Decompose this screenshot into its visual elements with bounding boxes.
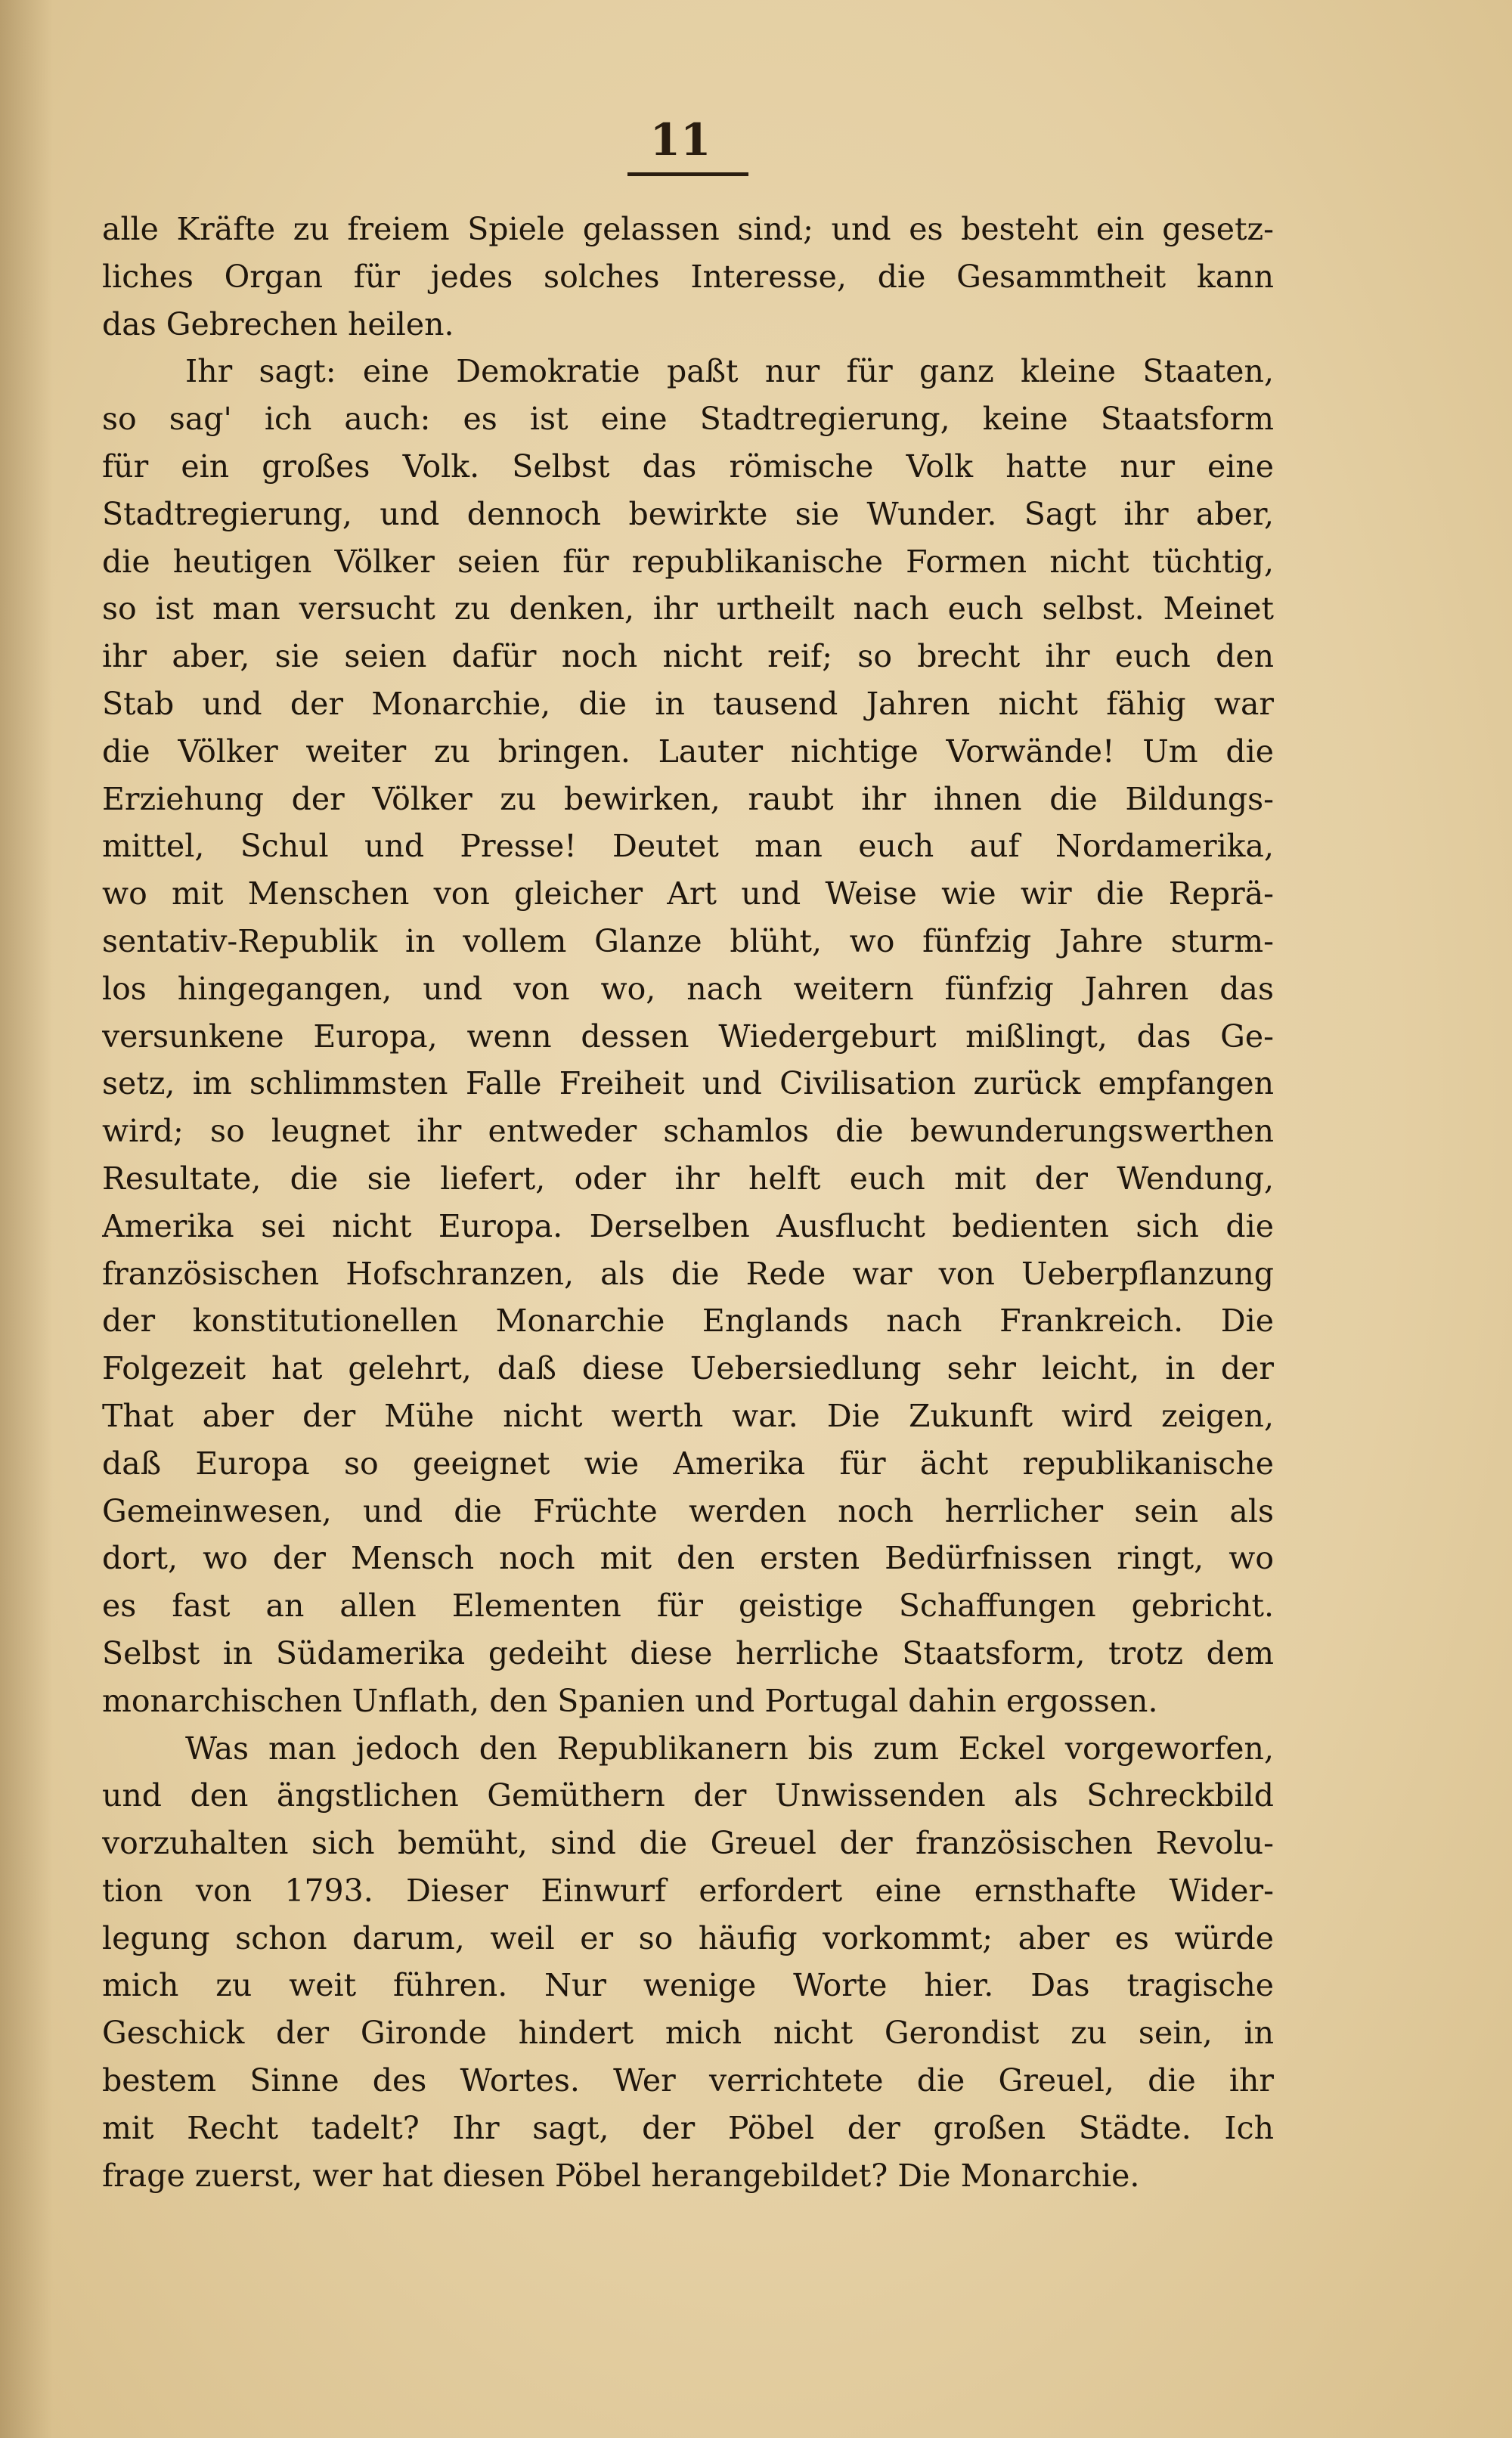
text-line: Selbst in Südamerika gedeiht diese herrliche Staatsform, trotz dem: [102, 1634, 1274, 1671]
body-text: [102, 206, 1274, 2199]
text-line: Stadtregierung, und dennoch bewirkte sie Wunder. Sagt ihr aber,: [102, 495, 1274, 532]
gutter-shadow: [0, 0, 53, 2438]
text-line: wird; so leugnet ihr entweder schamlos die bewunderungswerthen: [102, 1113, 1274, 1150]
text-line: die heutigen Völker seien für republikanische Formen nicht tüchtig,: [102, 543, 1274, 580]
text-line: liches Organ für jedes solches Interesse, die Gesammtheit kann: [102, 258, 1274, 295]
text-line: versunkene Europa, wenn dessen Wiedergeburt mißlingt, das Ge-: [102, 1018, 1274, 1055]
text-line: frage zuerst, wer hat diesen Pöbel herangebildet? Die Monarchie.: [102, 2157, 1140, 2194]
text-line: setz, im schlimmsten Falle Freiheit und Civilisation zurück empfangen: [102, 1065, 1274, 1102]
text-line: bestem Sinne des Wortes. Wer verrichtete die Greuel, die ihr: [102, 2062, 1274, 2099]
text-line: so ist man versucht zu denken, ihr urtheilt nach euch selbst. Meinet: [102, 590, 1274, 627]
text-line: mittel, Schul und Presse! Deutet man euch auf Nordamerika,: [102, 828, 1274, 865]
paragraph-start-line: Was man jedoch den Republikanern bis zum Eckel vorgeworfen,: [185, 1730, 1274, 1767]
text-line: daß Europa so geeignet wie Amerika für ächt republikanische: [102, 1445, 1274, 1482]
text-line: die Völker weiter zu bringen. Lauter nichtige Vorwände! Um die: [102, 733, 1274, 770]
text-line: französischen Hofschranzen, als die Rede war von Ueberpflanzung: [102, 1255, 1274, 1292]
text-line: das Gebrechen heilen.: [102, 305, 454, 342]
paragraph-start-line: Ihr sagt: eine Demokratie paßt nur für ganz kleine Staaten,: [185, 353, 1274, 390]
text-line: Resultate, die sie liefert, oder ihr helft euch mit der Wendung,: [102, 1160, 1274, 1197]
text-line: Stab und der Monarchie, die in tausend Jahren nicht fähig war: [102, 685, 1274, 722]
text-line: und den ängstlichen Gemüthern der Unwissenden als Schreckbild: [102, 1777, 1274, 1814]
page-header: [620, 113, 741, 166]
text-line: dort, wo der Mensch noch mit den ersten Bedürfnissen ringt, wo: [102, 1540, 1274, 1577]
text-line: alle Kräfte zu freiem Spiele gelassen sind; und es besteht ein gesetz-: [102, 211, 1274, 247]
text-line: Amerika sei nicht Europa. Derselben Ausflucht bedienten sich die: [102, 1207, 1274, 1244]
text-line: legung schon darum, weil er so häufig vorkommt; aber es würde: [102, 1919, 1274, 1956]
text-line: Folgezeit hat gelehrt, daß diese Uebersiedlung sehr leicht, in der: [102, 1350, 1274, 1387]
page-number: 11: [649, 114, 711, 166]
text-line: That aber der Mühe nicht werth war. Die Zukunft wird zeigen,: [102, 1397, 1274, 1434]
text-line: es fast an allen Elementen für geistige Schaffungen gebricht.: [102, 1588, 1274, 1625]
text-line: Geschick der Gironde hindert mich nicht Gerondist zu sein, in: [102, 2015, 1274, 2052]
text-line: Erziehung der Völker zu bewirken, raubt ihr ihnen die Bildungs-: [102, 780, 1274, 817]
text-line: so sag' ich auch: es ist eine Stadtregierung, keine Staatsform: [102, 401, 1274, 438]
text-line: sentativ-Republik in vollem Glanze blüht, wo fünfzig Jahre sturm-: [102, 922, 1274, 959]
text-line: für ein großes Volk. Selbst das römische Volk hatte nur eine: [102, 448, 1274, 485]
text-line: mit Recht tadelt? Ihr sagt, der Pöbel der großen Städte. Ich: [102, 2109, 1274, 2146]
text-line: ihr aber, sie seien dafür noch nicht reif; so brecht ihr euch den: [102, 638, 1274, 675]
text-line: mich zu weit führen. Nur wenige Worte hier. Das tragische: [102, 1967, 1274, 2004]
page-number-rule: [627, 172, 748, 176]
text-line: vorzuhalten sich bemüht, sind die Greuel der französischen Revolu-: [102, 1825, 1274, 1862]
text-line: der konstitutionellen Monarchie Englands nach Frankreich. Die: [102, 1303, 1274, 1340]
text-line: wo mit Menschen von gleicher Art und Weise wie wir die Reprä-: [102, 875, 1274, 912]
text-line: tion von 1793. Dieser Einwurf erfordert eine ernsthafte Wider-: [102, 1872, 1274, 1909]
text-line: los hingegangen, und von wo, nach weitern fünfzig Jahren das: [102, 970, 1274, 1007]
text-line: Gemeinwesen, und die Früchte werden noch herrlicher sein als: [102, 1492, 1274, 1529]
text-line: monarchischen Unflath, den Spanien und Portugal dahin ergossen.: [102, 1682, 1158, 1719]
